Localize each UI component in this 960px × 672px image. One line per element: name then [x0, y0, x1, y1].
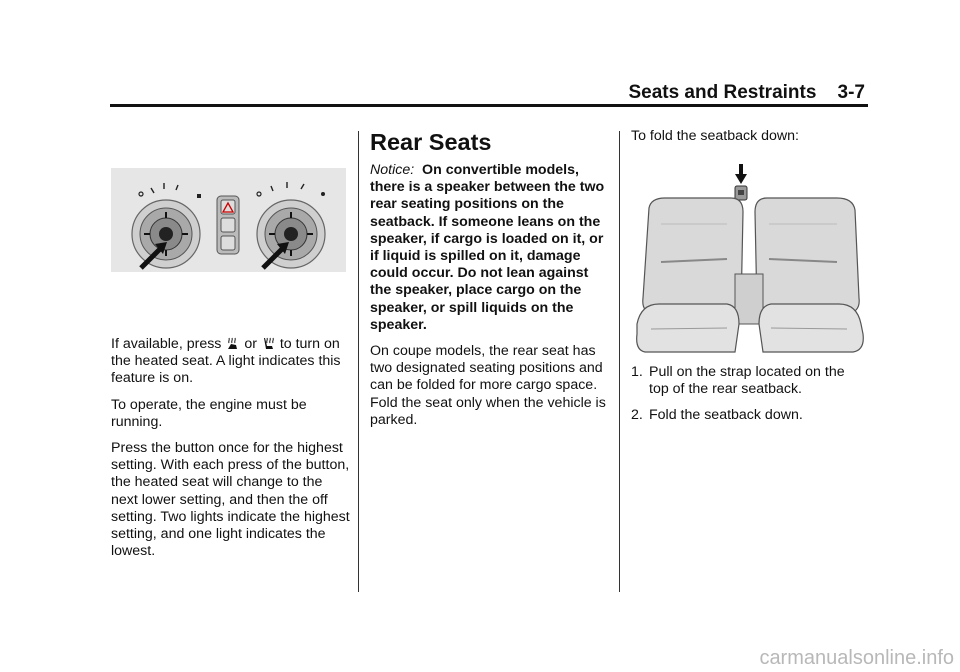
heated-seat-back-icon: [263, 337, 274, 350]
section-title: Rear Seats: [370, 129, 492, 155]
step-text: Pull on the strap located on the top of the rear seatback.: [649, 364, 845, 398]
fold-intro: To fold the seatback down:: [631, 128, 799, 144]
list-item: [631, 364, 867, 398]
center-buttons: [217, 196, 239, 254]
column-divider: [619, 131, 620, 592]
step-number: 2.: [631, 407, 643, 424]
coupe-paragraph: On coupe models, the rear seat has two designated seating positions and can be folded for more cargo space. Fold the seat only when the vehicle is parked.: [370, 343, 606, 428]
steps-list: [631, 364, 867, 425]
heated-seat-controls-illustration: [111, 168, 346, 272]
column-3: [631, 128, 867, 154]
step-text: Fold the seatback down.: [649, 407, 803, 424]
engine-running-paragraph: To operate, the engine must be running.: [111, 396, 307, 430]
notice-text: On convertible models, there is a speaker between the two rear seating positions on the seatback. If someone leans on the speaker, if cargo is loaded on it, or if liquid is spilled on it, damage could occur. Do not lean against the speaker, place cargo on the speaker, or spill liquids on the speaker.: [370, 162, 605, 333]
text: or: [244, 336, 261, 352]
list-item: [631, 407, 867, 424]
column-2: [370, 128, 606, 438]
heated-seat-cushion-icon: [227, 337, 238, 350]
column-1: [111, 336, 351, 569]
page-header-title: Seats and Restraints 3-7: [628, 82, 865, 103]
notice-paragraph: [370, 162, 606, 334]
heated-seat-paragraph: [111, 336, 351, 388]
rear-seat-illustration: [631, 164, 867, 356]
fold-steps: [631, 364, 867, 434]
notice-block: [370, 162, 606, 334]
watermark: carmanualsonline.info: [759, 647, 954, 669]
text: to turn on the heated seat. A light indicates this feature is on.: [111, 336, 341, 387]
text: If available, press: [111, 336, 226, 352]
notice-label: Notice:: [370, 162, 415, 178]
step-number: 1.: [631, 364, 643, 380]
header-rule: [110, 104, 868, 107]
column-divider: [358, 131, 359, 592]
button-setting-paragraph: Press the button once for the highest setting. With each press of the button, the heated seat will change to the next lower setting, and then the off setting. Two lights indicate the highest setting, and one light indicates the lowest.: [111, 440, 350, 560]
